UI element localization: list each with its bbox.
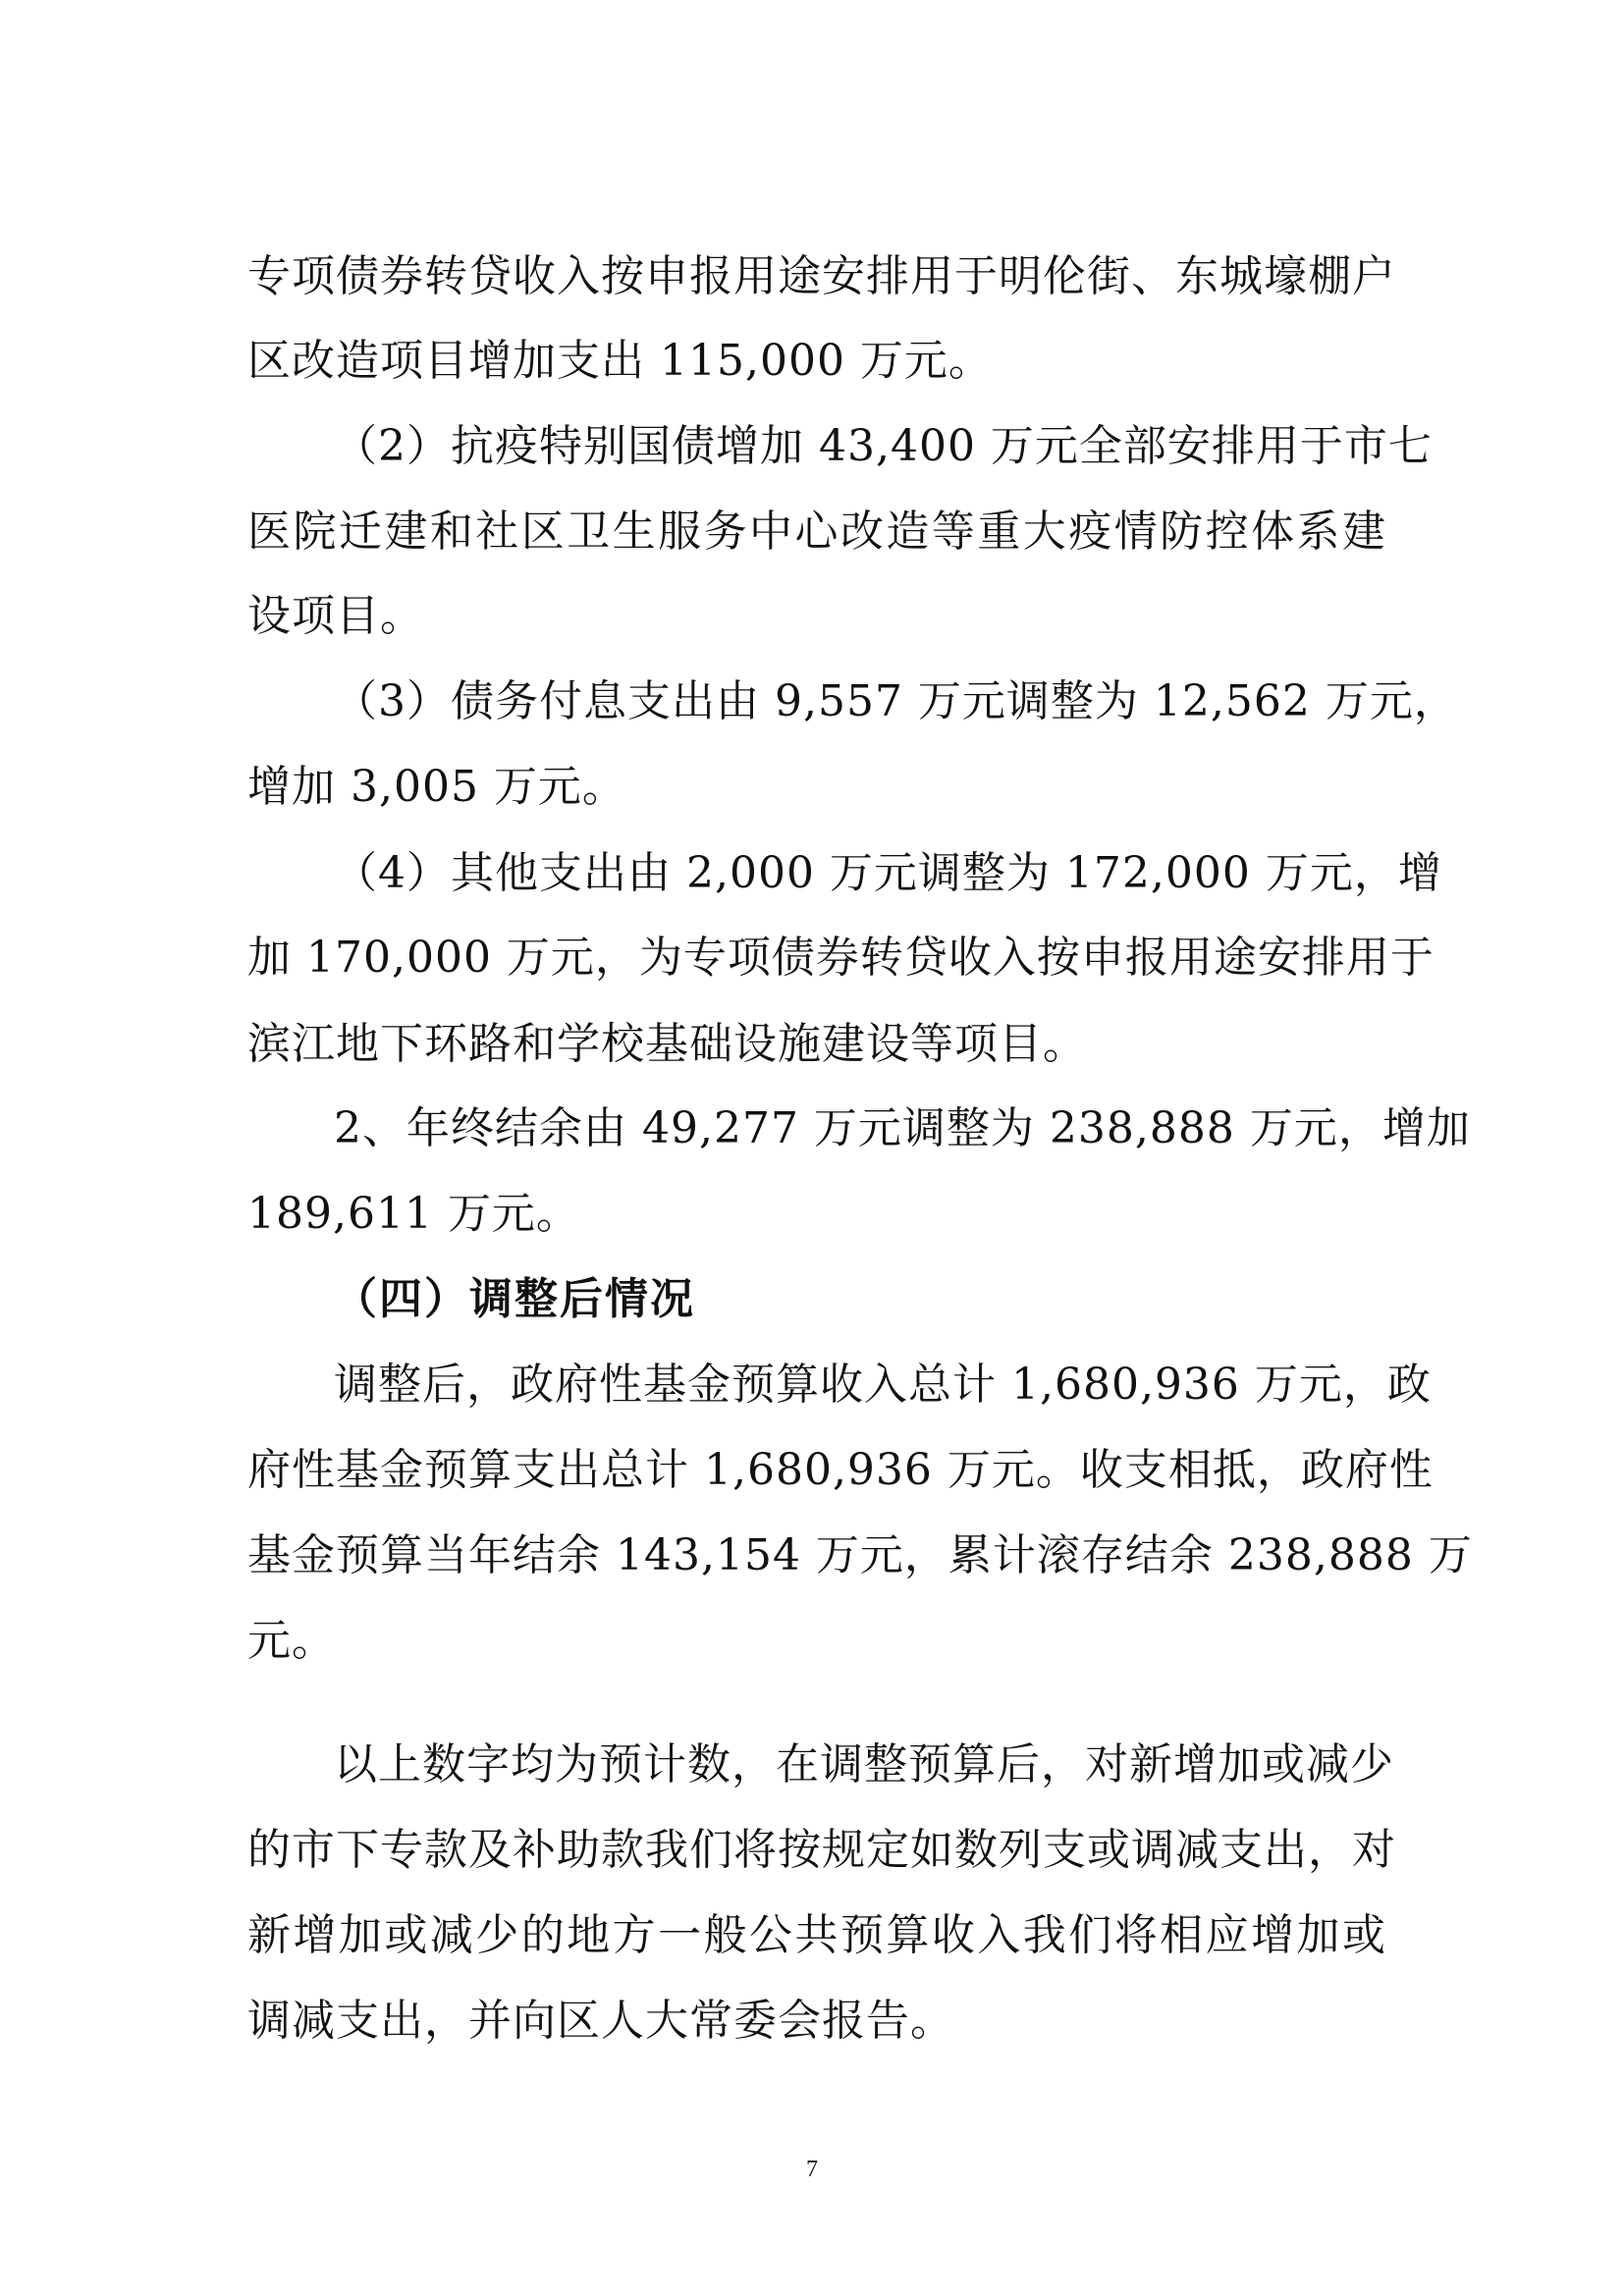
page-number: 7: [806, 2157, 818, 2182]
paragraph-line: 增加 3,005 万元。: [247, 762, 626, 812]
paragraph-line: （2）抗疫特别国债增加 43,400 万元全部安排用于市七: [334, 421, 1433, 471]
paragraph-line: 基金预算当年结余 143,154 万元，累计滚存结余 238,888 万: [247, 1530, 1473, 1580]
paragraph-line: 设项目。: [247, 591, 424, 641]
paragraph-line: 滨江地下环路和学校基础设施建设等项目。: [247, 1019, 1087, 1069]
paragraph-line: 元。: [247, 1616, 336, 1666]
paragraph-line: 加 170,000 万元，为专项债券转贷收入按申报用途安排用于: [247, 933, 1435, 983]
paragraph-line: 以上数字均为预计数，在调整预算后，对新增加或减少: [334, 1739, 1394, 1789]
paragraph-line: （4）其他支出由 2,000 万元调整为 172,000 万元，增: [334, 848, 1442, 898]
paragraph-line: （3）债务付息支出由 9,557 万元调整为 12,562 万元，: [334, 676, 1458, 726]
paragraph-line: 189,611 万元。: [247, 1189, 580, 1239]
paragraph-line: 调减支出，并向区人大常委会报告。: [247, 1996, 954, 2046]
paragraph-line: 调整后，政府性基金预算收入总计 1,680,936 万元，政: [334, 1360, 1432, 1410]
paragraph-line: 专项债券转贷收入按申报用途安排用于明伦街、东城壕棚户: [247, 251, 1396, 301]
paragraph-line: 的市下专款及补助款我们将按规定如数列支或调减支出，对: [247, 1825, 1396, 1875]
paragraph-line: 新增加或减少的地方一般公共预算收入我们将相应增加或: [247, 1910, 1386, 1960]
paragraph-line: 医院迁建和社区卫生服务中心改造等重大疫情防控体系建: [247, 507, 1386, 557]
paragraph-line: 府性基金预算支出总计 1,680,936 万元。收支相抵，政府性: [247, 1445, 1434, 1495]
paragraph-line: 2、年终结余由 49,277 万元调整为 238,888 万元，增加: [334, 1103, 1471, 1153]
section-heading: （四）调整后情况: [334, 1274, 695, 1324]
paragraph-line: 区改造项目增加支出 115,000 万元。: [247, 336, 993, 386]
